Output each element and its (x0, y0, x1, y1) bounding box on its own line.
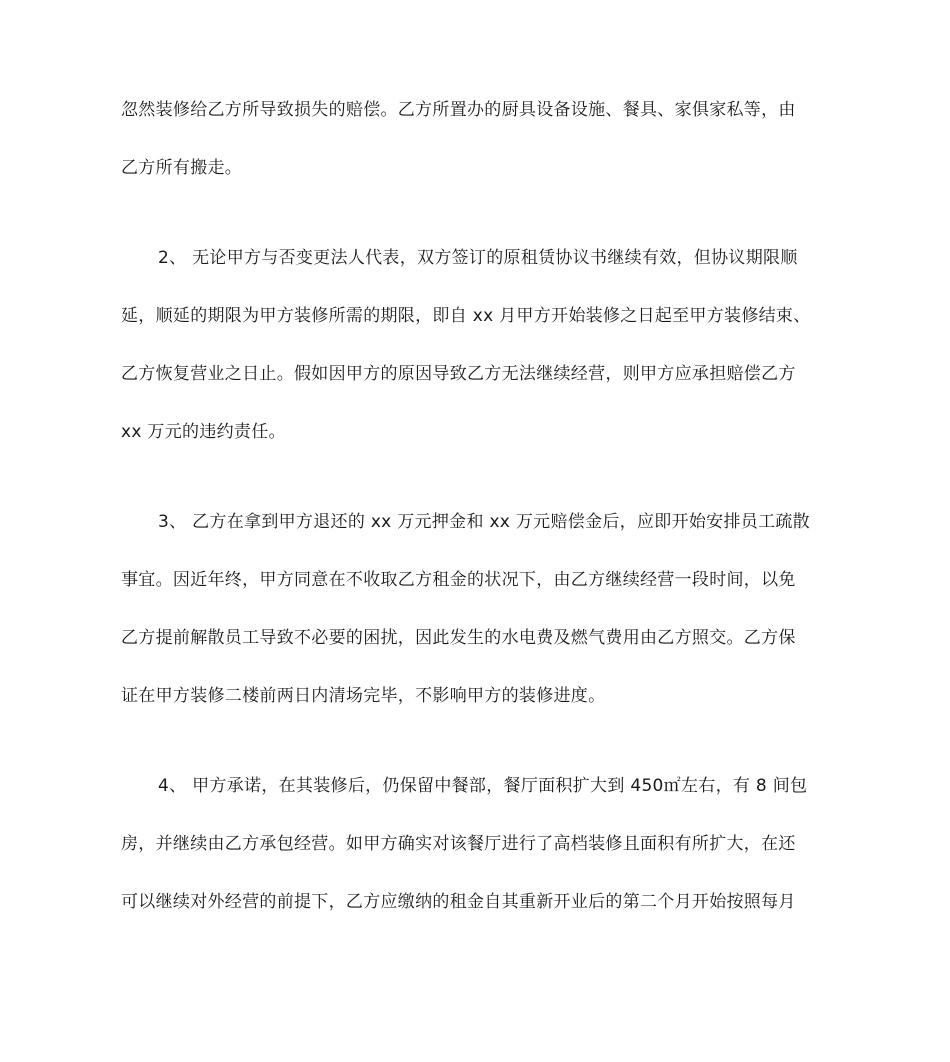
paragraph-1-line-2: 乙方所有搬走。 (121, 158, 243, 178)
paragraph-4-line-1: 4、 甲方承诺，在其装修后，仍保留中餐部，餐厅面积扩大到 450㎡左右，有 8 间包 (158, 776, 808, 796)
paragraph-2-line-2: 延，顺延的期限为甲方装修所需的期限，即自 xx 月甲方开始装修之日起至甲方装修结束、 (121, 306, 811, 326)
paragraph-3-line-1: 3、 乙方在拿到甲方退还的 xx 万元押金和 xx 万元赔偿金后，应即开始安排员工疏散 (158, 512, 810, 532)
paragraph-3-line-2: 事宜。因近年终，甲方同意在不收取乙方租金的状况下，由乙方继续经营一段时间，以免 (121, 570, 796, 590)
paragraph-4-line-2: 房，并继续由乙方承包经营。如甲方确实对该餐厅进行了高档装修且面积有所扩大，在还 (121, 834, 796, 854)
paragraph-3-line-3: 乙方提前解散员工导致不必要的困扰，因此发生的水电费及燃气费用由乙方照交。乙方保 (121, 628, 796, 648)
paragraph-1-line-1: 忽然装修给乙方所导致损失的赔偿。乙方所置办的厨具设备设施、餐具、家俱家私等，由 (121, 100, 796, 120)
paragraph-3-line-4: 证在甲方装修二楼前两日内清场完毕，不影响甲方的装修进度。 (121, 686, 606, 706)
paragraph-4-line-3: 可以继续对外经营的前提下，乙方应缴纳的租金自其重新开业后的第二个月开始按照每月 (121, 892, 796, 912)
paragraph-2-line-1: 2、 无论甲方与否变更法人代表，双方签订的原租赁协议书继续有效，但协议期限顺 (158, 248, 798, 268)
paragraph-2-line-3: 乙方恢复营业之日止。假如因甲方的原因导致乙方无法继续经营，则甲方应承担赔偿乙方 (121, 364, 796, 384)
paragraph-2-line-4: xx 万元的违约责任。 (121, 422, 286, 442)
